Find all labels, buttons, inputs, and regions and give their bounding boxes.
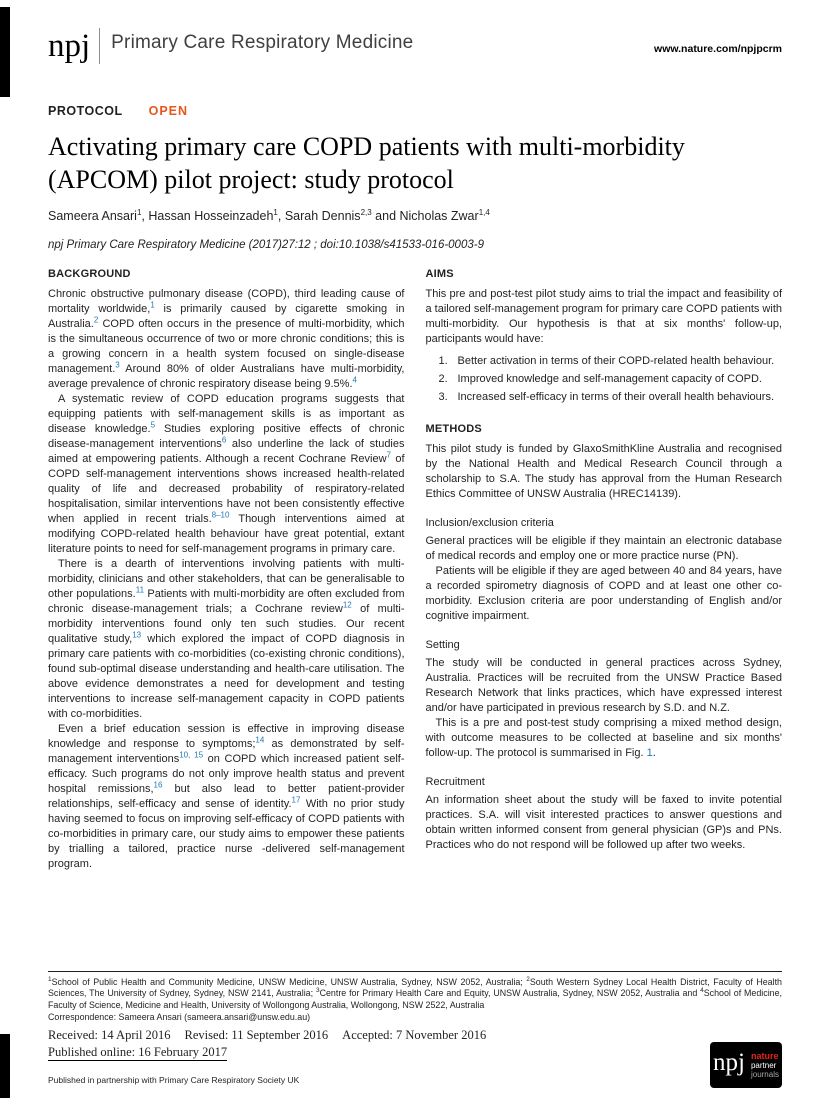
background-heading: BACKGROUND — [48, 268, 131, 280]
published-online-date: Published online: 16 February 2017 — [48, 1045, 228, 1060]
background-paragraph: Even a brief education session is effective in improving disease knowledge and response to symptoms;$^{14}$ as demonstrated by self-management interventions$^{10, 15}$ on COPD which increased patient self-efficacy. Such programs do not only improve health status and prevent hospital remissions,$^{16}$ but also lead to better patient-provider relationships, self-efficacy and sense of identity.$^{17}$ With no prior study having seemed to focus on improving self-efficacy of COPD patients with co-morbidities in primary care, our study aims to empower these patients by trialling a tailored, practice nurse -delivered self-management program. — [48, 723, 405, 870]
print-mark-top — [0, 7, 10, 97]
reference-link[interactable]: 13 — [132, 630, 142, 640]
reference-link[interactable]: 11 — [135, 585, 145, 595]
affiliation-marker: 3 — [315, 987, 320, 995]
reference-link[interactable]: 10, 15 — [179, 750, 204, 760]
journal-url-link[interactable]: www.nature.com/npjpcrm — [654, 43, 782, 55]
journal-name: Primary Care Respiratory Medicine — [111, 31, 414, 53]
print-mark-bottom — [0, 1034, 10, 1098]
npj-footer-logo — [710, 1042, 782, 1088]
reference-link[interactable]: 16 — [153, 780, 163, 790]
affiliation-marker: 1 — [48, 976, 52, 984]
affiliations-text: $^1$School of Public Health and Community Medicine, UNSW Medicine, UNSW Australia, Sydney, NSW 2052, Australia; $^2$South Western Sydney Local Health District, Faculty of Health Sciences, The University of Sydney, Sydney, NSW 2141, Australia; $^3$Centre for Primary Health Care and Equity, UNSW Australia, Sydney, NSW 2052, Australia and $^4$School of Medicine, Faculty of Science, Medicine and Health, University of Wollongong Australia, Wollongong, NSW 2522, Australia — [48, 976, 783, 1010]
brand-divider — [99, 28, 100, 64]
citation-line: npj Primary Care Respiratory Medicine (2017)27:12 ; doi:10.1038/s41533-016-0003-9 — [48, 239, 484, 251]
correspondence-line: Correspondence: Sameera Ansari (sameera.ansari@unsw.edu.au) — [48, 1011, 311, 1022]
revised-date: Revised: 11 September 2016 — [184, 1028, 329, 1043]
aims-intro-paragraph: This pre and post-test pilot study aims to trial the impact and feasibility of a tailored self-management program for primary care COPD patients with multi-morbidity. Our hypothesis is that at six months' follow-up, participants would have: — [425, 288, 782, 345]
methods-paragraph: This pilot study is funded by GlaxoSmithKline Australia and recognised by the National Health and Medical Research Council through a scholarship to S.A. The study has approval from the Human Research Ethics Committee of UNSW Australia (HREC14139). — [425, 443, 782, 500]
inclusion-paragraph: Patients will be eligible if they are aged between 40 and 84 years, have a recorded spirometry diagnosis of COPD and at least one other co-morbidity. Exclusion criteria are poor understanding of English and/or cognitive impairment. — [425, 565, 782, 622]
article-type-row — [48, 104, 782, 118]
background-paragraph: A systematic review of COPD education programs suggests that equipping patients with self-management skills is as important as disease knowledge.$^5$ Studies exploring positive effects of chronic disease-management interventions$^6$ also underline the lack of studies aimed at empowering patients. Although a recent Cochrane Review$^7$ of COPD self-management interventions shows increased health-related quality of life and decreased probability of respiratory-related hospitalisation, similar interventions have not been consistently effective when applied in recent trials.$^{8-10}$ Though interventions aimed at modifying COPD-related health behaviour have great potential, extant literature points to need for self-management programs in primary care. — [48, 393, 405, 555]
reference-link[interactable]: 6 — [221, 435, 227, 445]
open-access-label: OPEN — [148, 104, 189, 118]
article-type-label: PROTOCOL — [48, 104, 123, 118]
reference-link[interactable]: 3 — [115, 360, 120, 370]
affiliation-marker: 2,3 — [360, 207, 372, 217]
nature-partner-journals-label: nature partner journals — [750, 1050, 779, 1079]
two-column-body — [48, 267, 782, 959]
journal-brand — [48, 28, 413, 64]
reference-link[interactable]: 1 — [646, 747, 653, 759]
list-item — [439, 390, 783, 405]
recruitment-paragraph: An information sheet about the study will be faxed to invite potential practices. S.A. will visit interested practices to answer questions and obtain written informed consent from general physician (GP)s and PNs. Practices who do not respond will be followed up after two weeks. — [425, 794, 782, 851]
reference-link[interactable]: 5 — [150, 420, 156, 430]
accepted-date: Accepted: 7 November 2016 — [342, 1028, 487, 1043]
affiliation-marker: 2 — [526, 976, 530, 984]
reference-link[interactable]: 4 — [352, 375, 357, 385]
list-item-text: Improved knowledge and self-management capacity of COPD. — [457, 373, 762, 385]
setting-subheading: Setting — [425, 639, 460, 651]
affiliation-marker: 4 — [700, 987, 704, 995]
reference-link[interactable]: 8–10 — [211, 510, 230, 520]
list-item — [439, 372, 783, 387]
npj-logo: npj — [48, 27, 91, 64]
aims-heading: AIMS — [425, 268, 454, 280]
list-item-text: Increased self-efficacy in terms of their overall health behaviours. — [457, 391, 775, 403]
partnership-statement: Published in partnership with Primary Care Respiratory Society UK — [48, 1075, 300, 1085]
inclusion-paragraph: General practices will be eligible if they maintain an electronic database of medical records and employ one or more practice nurse (PN). — [425, 535, 782, 562]
reference-link[interactable]: 17 — [291, 795, 301, 805]
journal-header — [48, 28, 782, 64]
reference-link[interactable]: 7 — [386, 450, 391, 460]
reference-link[interactable]: 14 — [255, 735, 265, 745]
list-item-number: 3. — [438, 391, 448, 403]
affiliation-marker: 1 — [273, 207, 278, 217]
setting-paragraph: The study will be conducted in general practices across Sydney, Australia. Practices will be recruited from the UNSW Practice Based Research Network that links practices, which have expressed interest and/or have participated in previous research by S.D. and N.Z. — [425, 657, 782, 714]
left-column — [48, 267, 405, 872]
article-title: Activating primary care COPD patients with multi-morbidity (APCOM) pilot project: study protocol — [48, 132, 685, 194]
inclusion-criteria-subheading: Inclusion/exclusion criteria — [425, 517, 554, 529]
affiliation-marker: 1,4 — [478, 207, 490, 217]
methods-heading: METHODS — [425, 423, 482, 435]
reference-link[interactable]: 12 — [342, 600, 352, 610]
right-column — [426, 267, 783, 853]
list-item-number: 2. — [438, 373, 448, 385]
setting-paragraph: This is a pre and post-test study comprising a mixed method design, with outcome measures to be collected at baseline and six months' follow-up. The protocol is summarised in Fig. 1. — [425, 717, 782, 759]
author-list: Sameera Ansari$^1$, Hassan Hosseinzadeh$^1$, Sarah Dennis$^{2,3}$ and Nicholas Zwar$^{1,4}$ — [48, 207, 490, 223]
npj-logo-text: npj — [713, 1049, 745, 1076]
list-item-number: 1. — [438, 355, 448, 367]
background-paragraph: There is a dearth of interventions involving patients with multi-morbidity, clinicians and other stakeholders, that can be generalisable to other populations.$^{11}$ Patients with multi-morbidity are often excluded from chronic disease-management trials; a Cochrane review$^{12}$ of multi-morbidity interventions found only ten such studies. Our recent qualitative study,$^{13}$ which explored the impact of COPD diagnosis in primary care patients with co-morbidities (co-existing chronic conditions), found sub-optimal disease understanding and health-care utilisation. The above evidence demonstrates a need for development and testing interventions to increase self-management capacity in COPD patients with co-morbidities. — [48, 558, 405, 720]
background-paragraph: Chronic obstructive pulmonary disease (COPD), third leading cause of mortality worldwide,$^1$ is primarily caused by cigarette smoking in Australia.$^2$ COPD often occurs in the presence of multi-morbidity, which is the simultaneous occurrence of two or more chronic conditions; this is a growing concern in a health system focused on single-disease management.$^3$ Around 80% of older Australians have multi-morbidity, average prevalence of chronic respiratory disease being 9.5%.$^4$ — [48, 288, 405, 390]
list-item — [439, 354, 783, 369]
affiliation-marker: 1 — [136, 207, 142, 217]
affiliations-footnote — [48, 971, 782, 1023]
reference-link[interactable]: 2 — [93, 315, 99, 325]
recruitment-subheading: Recruitment — [425, 776, 485, 788]
article-history-dates — [48, 1028, 782, 1042]
reference-link[interactable]: 1 — [150, 300, 155, 310]
list-item-text: Better activation in terms of their COPD-related health behaviour. — [457, 355, 775, 367]
page-footer — [48, 1042, 782, 1088]
received-date: Received: 14 April 2016 — [48, 1028, 171, 1043]
aims-numbered-list — [426, 354, 783, 405]
